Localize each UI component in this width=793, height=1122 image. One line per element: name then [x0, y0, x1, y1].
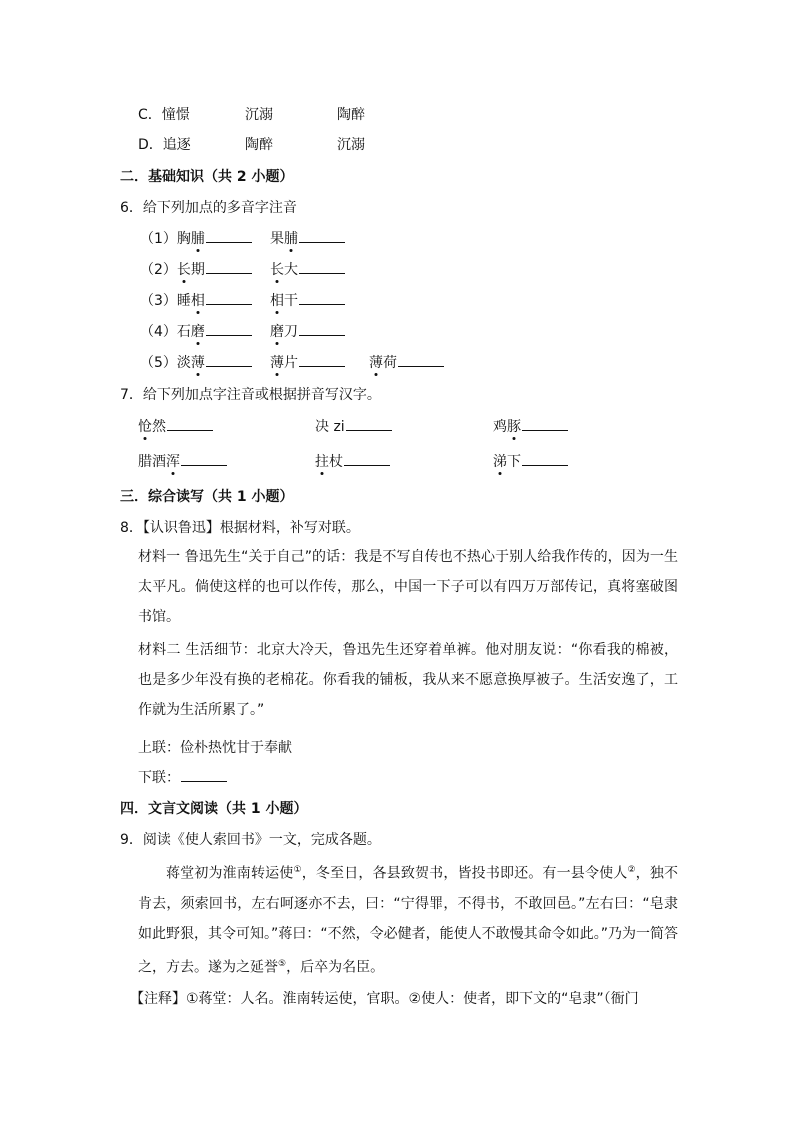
passage-text: ，冬至日，各县致贺书，皆投书即还。有一县令使人	[301, 865, 628, 882]
dotted-char: 薄	[190, 355, 205, 371]
answer-blank[interactable]	[167, 416, 213, 431]
answer-blank[interactable]	[398, 352, 444, 367]
section-heading-basic: 二．基础知识（共 2 小题）	[120, 169, 294, 185]
q6-row-3-b	[270, 290, 345, 310]
q6-text: 淡	[176, 355, 191, 371]
dotted-char: 磨	[270, 324, 284, 340]
q9-passage	[138, 855, 678, 982]
dotted-char: 怆	[138, 419, 152, 435]
dotted-char: 浑	[166, 454, 180, 470]
q7-text: 鸡	[493, 419, 507, 435]
q6-text: 石	[176, 324, 191, 340]
footnote-marker: ⑤	[278, 958, 287, 969]
q9-stem: 9．阅读《使人索回书》一文，完成各题。	[120, 832, 381, 848]
q7-item-3	[493, 416, 568, 436]
q7-item-4	[138, 451, 227, 471]
dotted-char: 相	[270, 293, 284, 309]
dotted-char: 长	[270, 262, 284, 278]
option-c-word2: 沉溺	[245, 107, 273, 123]
q7-text: 腊酒	[138, 454, 166, 470]
q7-stem: 7．给下列加点字注音或根据拼音写汉字。	[120, 387, 381, 403]
q6-row-5	[140, 352, 252, 372]
option-d-word3: 沉溺	[337, 137, 365, 153]
answer-blank[interactable]	[299, 259, 345, 274]
q7-text: 下	[507, 454, 521, 470]
q7-text: 决 zi	[315, 419, 345, 435]
q6-text: 果	[270, 231, 284, 247]
q6-num: （2）	[140, 262, 177, 278]
q6-row-4	[140, 321, 252, 341]
answer-blank[interactable]	[299, 321, 345, 336]
answer-blank[interactable]	[206, 228, 252, 243]
q7-item-5	[315, 451, 390, 471]
q8-material-2: 材料二 生活细节：北京大冷天，鲁迅先生还穿着单裤。他对朋友说：“你看我的棉被，也是多少年没有换的老棉花。你看我的铺板，我从来不愿意换厚被子。生活安逸了，工作就为生活所累了。”	[138, 642, 678, 718]
q6-text: 刀	[284, 324, 298, 340]
answer-blank[interactable]	[299, 228, 345, 243]
dotted-char: 长	[176, 262, 191, 278]
q7-item-1	[138, 416, 213, 436]
couplet-lower	[138, 767, 227, 787]
q6-row-5-b	[270, 352, 345, 372]
q6-text: 胸	[176, 231, 191, 247]
answer-blank[interactable]	[206, 290, 252, 305]
q8-material-1: 材料一 鲁迅先生“关于自己”的话：我是不写自传也不热心于别人给我作传的，因为一生太平凡。倘使这样的也可以作传，那么，中国一下子可以有四万万部传记，真将塞破图书馆。	[138, 549, 678, 625]
dotted-char: 磨	[190, 324, 205, 340]
passage-text: ，后卒为名臣。	[286, 959, 385, 976]
couplet-upper: 上联：俭朴热忱甘于奉献	[138, 740, 292, 756]
answer-blank[interactable]	[299, 290, 345, 305]
q6-text: 片	[284, 355, 298, 371]
q6-text: 期	[190, 262, 205, 278]
q7-item-6	[493, 451, 568, 471]
q6-text: 荷	[383, 355, 397, 371]
q6-text: 睡	[176, 293, 191, 309]
answer-blank[interactable]	[344, 451, 390, 466]
q6-num: （4）	[140, 324, 177, 340]
q6-row-3	[140, 290, 252, 310]
answer-blank[interactable]	[206, 321, 252, 336]
q6-num: （1）	[140, 231, 177, 247]
option-d	[138, 134, 191, 154]
q6-row-2	[140, 259, 252, 279]
answer-blank[interactable]	[206, 259, 252, 274]
q6-text: 干	[284, 293, 298, 309]
answer-blank[interactable]	[522, 451, 568, 466]
answer-blank[interactable]	[522, 416, 568, 431]
footnote-marker: ②	[627, 865, 636, 875]
dotted-char: 涕	[493, 454, 507, 470]
dotted-char: 豚	[507, 419, 521, 435]
passage-text: 蒋堂初为淮南转运使	[166, 865, 294, 882]
q6-row-1	[140, 228, 252, 248]
passage-text: ，独不肯去，须索回书，左右呵逐亦不去，曰：“宁得罪，不得书，不敢回邑。”左右曰：“皂隶如此野狠，其令可知。”蒋曰：“不然，令必健者，能使人不敢慢其命令如此。”乃为一简答之，方去。遂为之延誉	[138, 865, 678, 976]
option-c-word1: C．憧憬	[138, 107, 190, 123]
q9-notes: 【注释】①蒋堂：人名。淮南转运使，官职。②使人：使者，即下文的“皂隶”（衙门	[130, 991, 639, 1007]
option-c-word3: 陶醉	[337, 107, 365, 123]
option-d-word1: D．追逐	[138, 137, 191, 153]
q6-text: 大	[284, 262, 298, 278]
dotted-char: 脯	[284, 231, 298, 247]
dotted-char: 脯	[190, 231, 205, 247]
section-heading-classical-reading: 四．文言文阅读（共 1 小题）	[120, 801, 308, 817]
section-heading-reading-writing: 三．综合读写（共 1 小题）	[120, 489, 294, 505]
option-d-word2: 陶醉	[245, 137, 273, 153]
q6-row-4-b	[270, 321, 345, 341]
couplet-lower-label: 下联：	[138, 770, 180, 786]
dotted-char: 薄	[369, 355, 383, 371]
answer-blank[interactable]	[206, 352, 252, 367]
q7-text: 然	[152, 419, 166, 435]
footnote-marker: ①	[293, 865, 302, 875]
dotted-char: 薄	[270, 355, 284, 371]
option-c	[138, 104, 190, 124]
q6-row-5-c	[369, 352, 444, 372]
answer-blank[interactable]	[181, 767, 227, 782]
answer-blank[interactable]	[299, 352, 345, 367]
answer-blank[interactable]	[181, 451, 227, 466]
q6-num: （5）	[140, 355, 177, 371]
dotted-char: 相	[190, 293, 205, 309]
q6-num: （3）	[140, 293, 177, 309]
q8-stem: 8．【认识鲁迅】根据材料，补写对联。	[120, 520, 360, 536]
q6-stem: 6．给下列加点的多音字注音	[120, 200, 297, 216]
q7-text: 杖	[329, 454, 343, 470]
q7-item-2	[315, 416, 392, 436]
dotted-char: 拄	[315, 454, 329, 470]
q6-row-1-b	[270, 228, 345, 248]
answer-blank[interactable]	[346, 416, 392, 431]
q6-row-2-b	[270, 259, 345, 279]
